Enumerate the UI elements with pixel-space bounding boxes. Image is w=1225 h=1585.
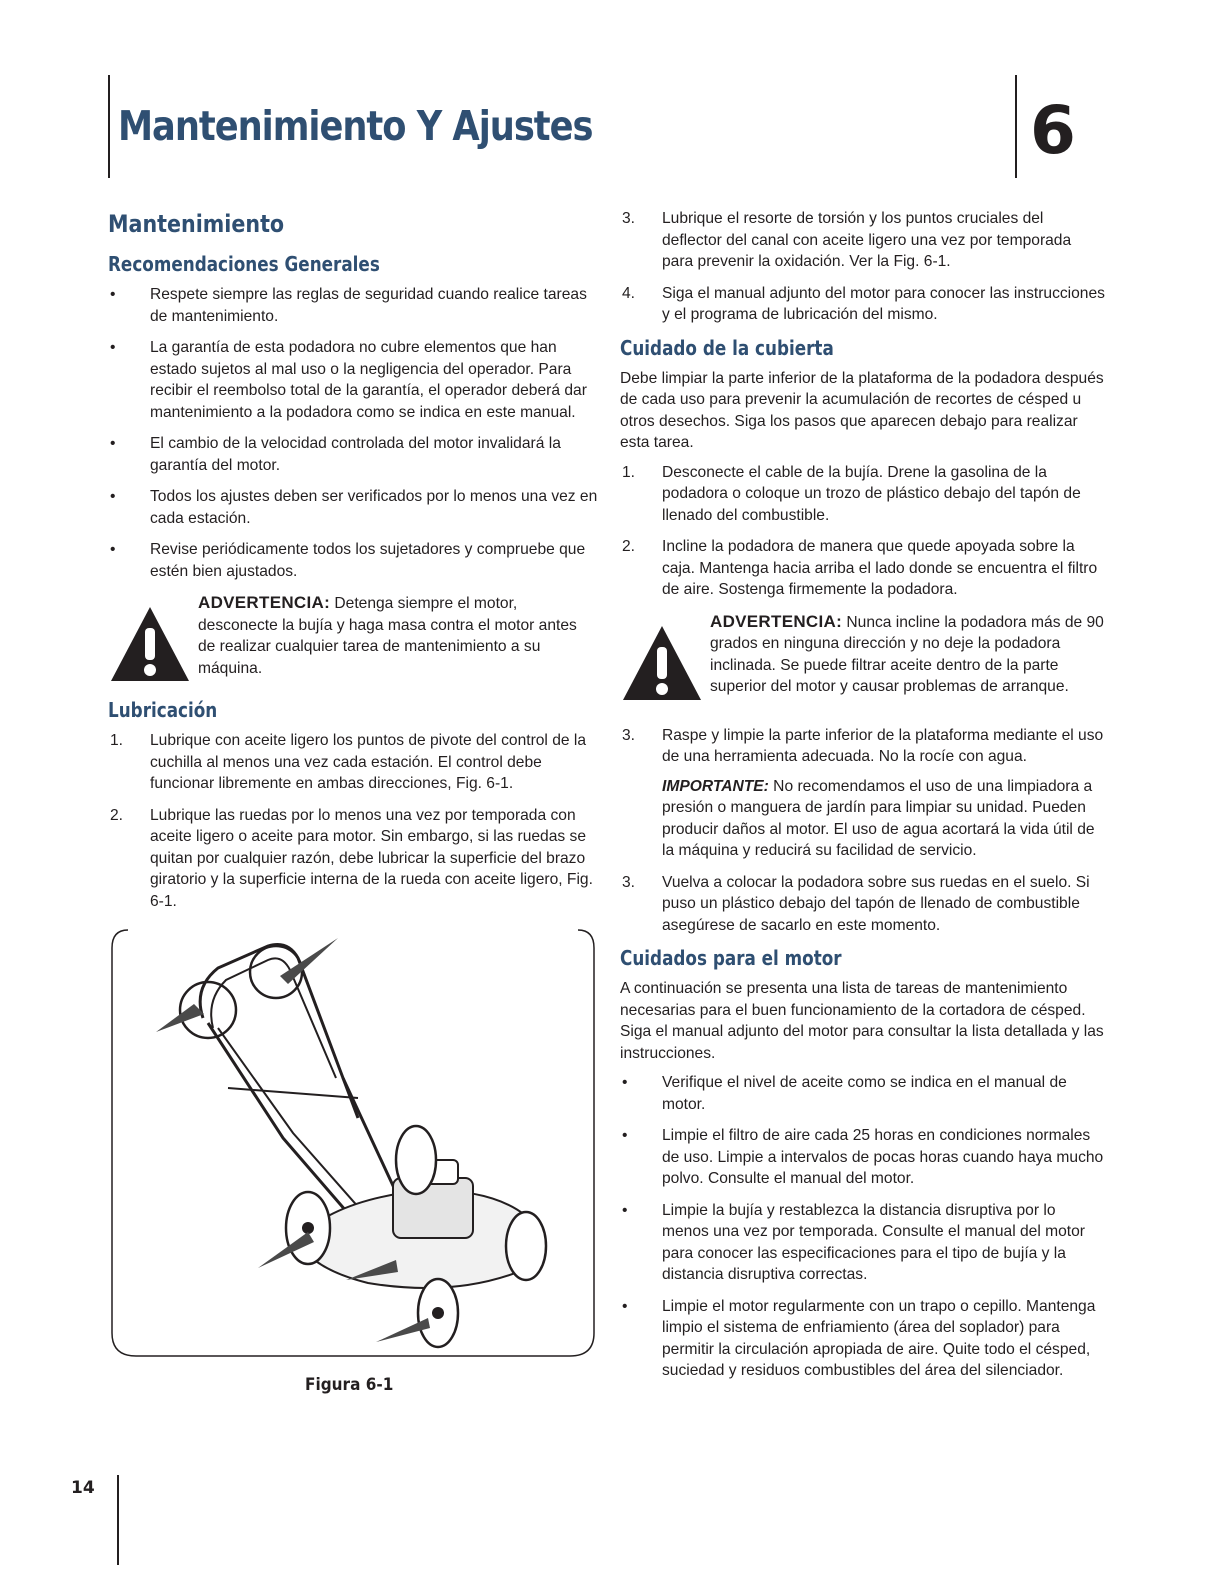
step-number: 2. [110,806,124,824]
step-number: 3. [622,210,636,227]
step-number: 2. [622,538,636,555]
bullet-marker: • [110,488,116,505]
warning-text: Detenga siempre el motor, desconecte la bujía y haga masa contra el motor antes de realizar cualquier tarea de mantenimiento a su máquina. [198,595,577,677]
bullet-marker: • [622,1127,628,1144]
header-rule-left [108,75,110,178]
chapter-title: Mantenimiento Y Ajustes [118,102,593,150]
list-item: 3. Lubrique el resorte de torsión y los puntos cruciales del deflector del canal con aceite ligero una vez por temporada para prevenir la oxidación. Ver la Fig. 6-1. [622,210,1072,270]
list-item: 1. Lubrique con aceite ligero los puntos de pivote del control de la cuchilla al menos una vez cada estación. El control debe funcionar libremente en ambas direcciones, Fig. 6-1. [110,732,587,792]
list-item: • Respete siempre las reglas de seguridad cuando realice tareas de mantenimiento. [110,286,587,325]
list-item: 3. Vuelva a colocar la podadora sobre sus ruedas en el suelo. Si puso un plástico debajo del tapón de llenado de combustible asegúrese de sacarlo en este momento. [622,873,1090,934]
lubrication-list [108,730,598,912]
list-item: • La garantía de esta podadora no cubre elementos que han estado sujetos al mal uso o la negligencia del operador. Para recibir el reembolso total de la garantía, el operador deberá dar mantenimiento a la podadora como se indica en este manual. [110,339,587,421]
step-number: 4. [622,284,636,302]
warning-block-engine-stop [108,592,598,688]
step-number: 1. [110,732,124,749]
step-number: 3. [622,873,636,891]
warning-label: ADVERTENCIA: [710,611,843,631]
warning-triangle-icon [108,604,192,684]
engine-care-intro: A continuación se presenta una lista de tareas de mantenimiento necesarias para el buen funcionamiento de la cortadora de césped. Siga el manual adjunto del motor para consultar la lista detallada y las instrucciones. [620,980,1104,1062]
subsection-general-recommendations: Recomendaciones Generales [108,252,380,276]
chapter-number: 6 [1030,92,1076,169]
general-recommendations-list [108,284,598,582]
subsection-lubrication: Lubricación [108,698,218,722]
bullet-marker: • [110,339,116,356]
header-rule-right [1015,75,1017,178]
bullet-marker: • [110,435,116,452]
important-label: IMPORTANTE: [662,777,769,795]
list-item: 2. Incline la podadora de manera que quede apoyada sobre la caja. Mantenga hacia arriba el lado donde se encuentra el filtro de aire. Sostenga firmemente la podadora. [622,538,1098,598]
left-column [108,210,598,922]
warning-label: ADVERTENCIA: [198,593,331,612]
figure-caption: Figura 6-1 [305,1375,394,1395]
step-number: 1. [622,463,636,481]
step-number: 3. [622,726,636,744]
subsection-engine-care: Cuidados para el motor [620,946,842,970]
bullet-marker: • [110,541,116,558]
deck-steps-list-continued [620,725,1106,937]
warning-text: Nunca incline la podadora más de 90 grados en ninguna dirección y no deje la podadora inclinada. Se puede filtrar aceite dentro de la parte superior del motor y causar problemas de arranque. [710,613,1104,695]
lubrication-list-continued [620,208,1106,326]
figure-lawn-mower-illustration [108,928,596,1360]
list-item: • Revise periódicamente todos los sujetadores y compruebe que estén bien ajustados. [110,541,586,580]
deck-intro: Debe limpiar la parte inferior de la plataforma de la podadora después de cada uso para prevenir la acumulación de recortes de césped u otros desechos. Siga los pasos que aparecen debajo para realizar esta tarea. [620,369,1104,451]
list-item: 4. Siga el manual adjunto del motor para conocer las instrucciones y el programa de lubricación del mismo. [622,284,1105,323]
list-item: 2. Lubrique las ruedas por lo menos una vez por temporada con aceite ligero o aceite para motor. Sin embargo, si las ruedas se quitan por cualquier razón, debe lubricar la superficie del brazo giratorio y la superficie interna de la rueda con aceite ligero, Fig. 6-1. [110,806,593,910]
list-item: 1. Desconecte el cable de la bujía. Drene la gasolina de la podadora o coloque un trozo de plástico debajo del tapón de llenado del combustible. [622,463,1081,524]
deck-steps-list [620,462,1106,601]
bullet-marker: • [622,1201,628,1219]
list-item: • Limpie la bujía y restablezca la distancia disruptiva por lo menos una vez por temporada. Consulte el manual del motor para conocer las especificaciones para el tipo de bujía y la distancia disruptiva correctas. [622,1201,1085,1283]
bullet-marker: • [110,286,116,303]
engine-care-list [620,1072,1106,1382]
list-item: • Verifique el nivel de aceite como se indica en el manual de motor. [622,1074,1067,1113]
important-note: IMPORTANTE: No recomendamos el uso de una limpiadora a presión o manguera de jardín para limpiar su unidad. Pueden producir daños al motor. El uso de agua acortará la vida útil de la máquina y reducirá su facilidad de servicio. [662,777,1095,859]
list-item: • Todos los ajustes deben ser verificados por lo menos una vez en cada estación. [110,488,598,527]
warning-block-tilt [620,611,1106,715]
page-number: 14 [71,1478,95,1498]
bullet-marker: • [622,1074,628,1091]
list-item: • Limpie el filtro de aire cada 25 horas en condiciones normales de uso. Limpie a intervalos de pocas horas cuando haya mucho polvo. Consulte el manual del motor. [622,1127,1104,1187]
right-column [620,208,1106,1392]
warning-triangle-icon [620,623,704,703]
bullet-marker: • [622,1297,628,1315]
subsection-deck-care: Cuidado de la cubierta [620,335,834,360]
lawn-mower-icon [108,928,596,1360]
list-item: • Limpie el motor regularmente con un trapo o cepillo. Mantenga limpio el sistema de enfriamiento (área del soplador) para permitir la circulación apropiada de aire. Quite todo el césped, suciedad y residuos combustibles del área del silenciador. [622,1297,1096,1379]
section-title-maintenance: Mantenimiento [108,210,285,238]
list-item: 3. Raspe y limpie la parte inferior de la plataforma mediante el uso de una herramienta adecuada. No la rocíe con agua. IMPORTANTE: No recomendamos el uso de una limpiadora a presión o manguera de jardín para limpiar su unidad. Pueden producir daños al motor. El uso de agua acortará la vida útil de la máquina y reducirá su facilidad de servicio. [620,725,1106,862]
list-item: • El cambio de la velocidad controlada del motor invalidará la garantía del motor. [110,435,561,474]
footer-rule [117,1475,119,1565]
